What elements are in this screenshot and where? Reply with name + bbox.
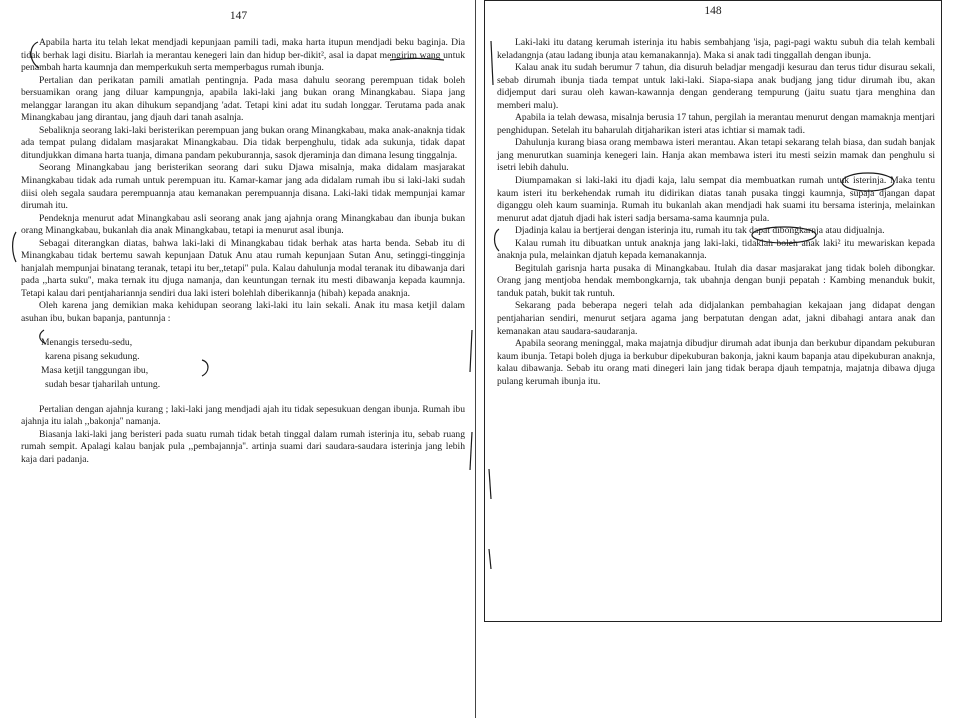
left-book-page [2,0,476,718]
page-number: 147 [229,10,248,22]
paragraph: Dahulunja kurang biasa orang membawa isteri merantau. Akan tetapi sekarang telah biasa, dan sudah banjak jang menurutkan suaminja kenegeri lain. Hanja akan membawa isteri itu mesti seizin mamak dan penghulu si isetri lebih dahulu. [497,137,935,174]
paragraph: Begitulah garisnja harta pusaka di Minangkabau. Itulah dia dasar masjarakat jang tidak boleh dibongkar. Orang jang mentjoba hendak membongkarnja, tak ubahnja dengan bunji pepatah : Kambing menanduk bukit, tanduk patah, bukit tak runtuh. [497,262,935,299]
page-body [21,37,465,466]
bracket-mark [13,232,16,262]
margin-line-mark [489,469,491,499]
paragraph: Seorang Minangkabau jang beristerikan seorang dari suku Djawa misalnja, maka didalam masjarakat Minangkabau tidak ada rumah untuk perempuan itu. Kamar-kamar jang ada didalam rumah ibu si laki-laki sudah diisi oleh segala saudara perempuannja atau kemanakan perempuannja disana. Laki-laki tidak mempunjai kamar dirumah itu. [21,162,465,212]
verse-line: karena pisang sekudung. [45,350,140,362]
paragraph: Sebaliknja seorang laki-laki beristerikan perempuan jang bukan orang Minangkabau, maka anak-anaknja tidak ada tempat pulang didalam masjarakat Minangkabau. Dia tidak berpenghulu, tidak ada sukunja, tidak dapat ditundjukkan dimana harta tuanja, dimana pandam pekuburannja, sasok djeraminja dan dimana lesung tinggalnja. [21,124,465,161]
page-body [497,37,935,388]
paragraph: Laki-laki itu datang kerumah isterinja itu habis sembahjang 'isja, pagi-pagi waktu subuh dia telah kembali keladangnja (atau ladang ibunja atau kemanakannja). Maka si anak tadi tinggallah dengan ibunja. [497,37,935,61]
paragraph: Apabila seorang meninggal, maka majatnja dibudjur dirumah adat ibunja dan berkubur dipandam pekuburan kaum ibunja. Tetapi boleh djuga ia berkubur dipekuburan bakonja, jakni kaum bapanja atau dipekuburan anaknja, kalau dibawanja. Sebab itu orang mati dinegeri lain jang tidak berapa djauh tempatnja, majatnja dibawa djuga pulang kerumah ibunja itu. [497,338,935,387]
margin-line-mark [489,549,491,569]
margin-line-mark [491,41,493,85]
margin-line-mark [470,432,472,470]
pantun-verse [41,336,465,392]
paragraph: Oleh karena jang demikian maka kehidupan seorang laki-laki itu lain sekali. Anak itu masa ketjil dalam asuhan ibu, bukan bapanja, pantunnja : [21,300,465,325]
paragraph: Pertalian dan perikatan pamili amatlah pentingnja. Pada masa dahulu seorang perempuan tidak boleh bersuamikan orang jang diluar kampungnja, apabila laki-laki jang bukan orang Minangkabau. Siapa jang melanggar larangan itu akan dihukum sepandjang 'adat. Tetapi kini adat itu sudah longgar. Terutama pada anak Minangkabau jang dirantau, jang djauh dari tanah asalnja. [21,74,465,124]
paragraph: Apabila harta itu telah lekat mendjadi kepunjaan pamili tadi, maka harta itupun mendjadi beku baginja. Dia tidak berhak lagi disitu. Biarlah ia merantau kenegeri lain dan hidup ber-dikit², asal ia dapat mengirim wang untuk penambah harta kaumnja dan memperkukuh serta memperbagus rumah ibunja. [21,37,465,74]
paragraph: Kalau rumah itu dibuatkan untuk anaknja jang laki-laki, tidaklah boleh anak laki² itu mewariskan kepada anaknja pula, melainkan djatuh kepada kemanakannja. [497,237,935,262]
paragraph: Apabila ia telah dewasa, misalnja berusia 17 tahun, pergilah ia merantau menurut dengan mamaknja mentjari penghidupan. Setelah itu baharulah ditjaharikan isteri atas ichtiar si mamak tadi. [497,112,935,136]
paragraph: Pendeknja menurut adat Minangkabau asli seorang anak jang ajahnja orang Minangkabau dan ibunja bukan orang Minangkabau, bukanlah dia anak Minangkabau, tetapi ia menurut asal ibunja. [21,212,465,237]
paragraph: Djadinja kalau ia bertjerai dengan isterinja itu, rumah itu tak dapat dibongkarnja atau didjualnja. [515,225,885,237]
margin-line-mark [470,330,472,372]
paragraph: Kalau anak itu sudah berumur 7 tahun, dia disuruh beladjar mengadji kesurau dan terus tidur disurau sekali, sebab dirumah ibunja tiada tempat untuk laki-laki. Siapa-siapa anak budjang jang tidur dirumah ibu, akan didjemput dari surau oleh kawan-kawannja dengan genderang tempurung (jaitu suatu tjara menghina dan memberi malu). [497,62,935,111]
paragraph: Pertalian dengan ajahnja kurang ; laki-laki jang mendjadi ajah itu tidak sepesukuan dengan ibunja. Rumah ibu ajahnja itu ialah ,,bakonja'' namanja. [21,403,465,428]
verse-line: Masa ketjil tanggungan ibu, [41,364,149,376]
paragraph: Sebagai diterangkan diatas, bahwa laki-laki di Minangkabau tidak berhak atas harta benda. Sebab itu di Minangkabau tidak bertemu sawah kepunjaan Datuk Anu atau rumah kepunjaan Sutan Anu, setinggi-tingginja hanjalah mempunjai binatang teranak, tetapi itu ber,,tetapi'' pula. Kalau dahulunja modal teranak itu dibawanja dari pada ,,harta suku'', maka ternak itu djuga namanja, dan keuntungan ternak itu mesti dibawanja kepada kaumnja. Tetapi kalau dari pentjahariannja sendiri dua laki isteri bolehlah diberikannja (hibah) kepada anaknja. [21,237,465,299]
right-book-page [484,0,942,622]
verse-line: sudah besar tjaharilah untung. [45,378,161,390]
page-number: 148 [704,5,722,17]
verse-line: Menangis tersedu-sedu, [41,336,133,348]
paragraph: Biasanja laki-laki jang beristeri pada suatu rumah tidak betah tinggal dalam rumah isterinja itu, sebab ruang rumah sempit. Apalagi kalau banjak pula ,,pembajannja''. artinja suami dari saudara-saudara isterinja jang lebih kaja dari padanja. [21,428,465,465]
paragraph: Diumpamakan si laki-laki itu djadi kaja, lalu sempat dia membuatkan rumah untuk isterinja. Maka tentu kaum isteri itu berkehendak rumah itu didirikan diatas tanah pusaka tinggi kaumnja, supaja djangan dapat diganggu oleh kaum suaminja. Rumah itu bukanlah akan mendjadi hak suami itu bersama isterinja, melainkan menurut adat djatuh djadi hak isteri sadja bersama-sama kaumnja pula. [497,175,935,224]
paragraph: Sekarang pada beberapa negeri telah ada didjalankan pembahagian kekajaan jang didapat dengan pentjaharian sendiri, menurut setjara agama jang berpatutan dengan adat, jakni dibahagi antara anak dan kemanakan atau saudara-saudaranja. [497,300,935,337]
